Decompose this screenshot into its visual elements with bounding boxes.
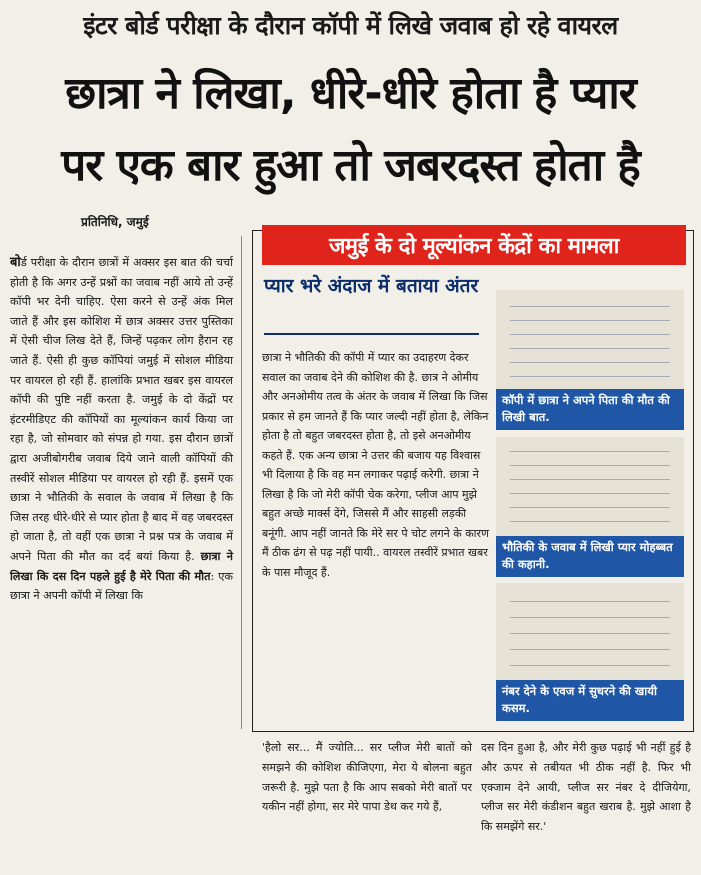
column-divider	[241, 236, 242, 729]
photo-caption-2: भौतिकी के जवाब में लिखी प्यार मोहब्बत की कहानी.	[496, 536, 684, 577]
dropcap: बो	[10, 255, 21, 270]
left-column-tail: : एक छात्रा ने अपनी कॉपी में लिखा कि	[10, 569, 233, 603]
left-column-bold-lead: छात्रा ने लिखा कि दस दिन पहले हुई है मेरे पिता की मौत	[10, 548, 234, 583]
answer-sheet-photo-2	[496, 437, 684, 577]
main-headline-line-2: पर एक बार हुआ तो जबरदस्त होता है	[61, 140, 640, 191]
box-body: छात्रा ने भौतिकी की कॉपी में प्यार का उदाहरण देकर सवाल का जवाब देने की कोशिश की है. छात्र ने ओमीय और अनओमीय तत्व के अंतर के जवाब में लिखा कि जिस प्रकार से हम जानते हैं कि प्यार जल्दी नहीं होता है, लेकिन होता है तो बहुत जबरदस्त होता है, तो इसे अनओमीय कहते हैं. एक अन्य छात्रा ने उत्तर की बजाय यह विश्वास भी दिलाया है कि वह मन लगाकर पढ़ाई करेगी. छात्रा ने लिखा है कि जो मेरी कॉपी चेक करेगा, प्लीज आप मुझे बहुत अच्छे मार्क्स देंगे, जिससे मैं और साहसी लड़की बनूंगी. आप नहीं जानते कि मेरे सर पे चोट लगने के कारण मैं ठीक ढंग से पढ़ नहीं पायी.. वायरल तस्वीरें प्रभात खबर के पास मौजूद हैं.	[262, 351, 489, 579]
kicker-headline: इंटर बोर्ड परीक्षा के दौरान कॉपी में लिखे जवाब हो रहे वायरल	[83, 11, 618, 40]
main-headline-line-1: छात्रा ने लिखा, धीरे-धीरे होता है प्यार	[65, 68, 636, 119]
answer-sheet-photo-1	[496, 290, 684, 430]
box-banner: जमुई के दो मूल्यांकन केंद्रों का मामला	[262, 225, 686, 265]
photo-caption-3: नंबर देने के एवज में सुधरने की खायी कसम.	[496, 680, 684, 721]
box-subhead: प्यार भरे अंदाज में बताया अंतर	[264, 275, 479, 297]
quote-column-2: दस दिन हुआ है, और मेरी कुछ पढ़ाई भी नहीं हुई है और ऊपर से तबीयत भी ठीक नहीं है. फिर भी एक्जाम देने आयी, प्लीज सर नंबर दे दीजियेगा, प्लीज सर मेरी कंडीशन बहुत खराब है. मुझे आशा है कि समझेंगे सर.'	[481, 741, 691, 834]
subhead-rule	[264, 333, 479, 335]
photo-caption-1: कॉपी में छात्रा ने अपने पिता की मौत की लिखी बात.	[496, 389, 684, 430]
answer-sheet-photo-3	[496, 583, 684, 721]
quote-column-1: 'हैलो सर... मैं ज्योति... सर प्लीज मेरी बातों को समझने की कोशिश कीजिएगा, मेरा ये बोलना बहुत जरूरी है. मुझे पता है कि आप सबको मेरी बातों पर यकीन नहीं होगा, सर मेरे पापा डेथ कर गये हैं,	[262, 741, 472, 814]
byline: प्रतिनिधि, जमुई	[81, 215, 149, 229]
left-column-article	[10, 253, 233, 606]
left-column-body: र्ड परीक्षा के दौरान छात्रों में अक्सर इस बात की चर्चा होती है कि अगर उन्हें प्रश्नों का जवाब नहीं आये तो उन्हें कॉपी भर देनी चाहिए. ऐसा करने से उन्हें अंक मिल जाते हैं और इस कोशिश में छात्र अक्सर उत्तर पुस्तिका में ऐसी चीज लिख देते हैं, जिन्हें पढ़कर लोग हैरान रह जाते हैं. ऐसी ही कुछ कॉपियां जमुई में सोशल मीडिया पर वायरल हो रही हैं. हालांकि प्रभात खबर इस वायरल कॉपी की पुष्टि नहीं करता है. जमुई के दो केंद्रों पर इंटरमीडिएट की कॉपियों का मूल्यांकन कार्य किया जा रहा है, जो सोमवार को संपन्न हो गया. इस दौरान छात्रों द्वारा अजीबोगरीब जवाब दिये जाने वाली कॉपियों की तस्वीरें सोशल मीडिया पर वायरल हो रही हैं. इसमें एक छात्रा ने भौतिकी के सवाल के जवाब में लिखा है कि जिस तरह धीरे-धीरे से प्यार होता है बाद में वह जबरदस्त हो जाता है, तो वहीं एक छात्रा ने प्रश्न पत्र के जवाब में अपने पिता की मौत का दर्द बयां किया है.	[10, 256, 233, 563]
